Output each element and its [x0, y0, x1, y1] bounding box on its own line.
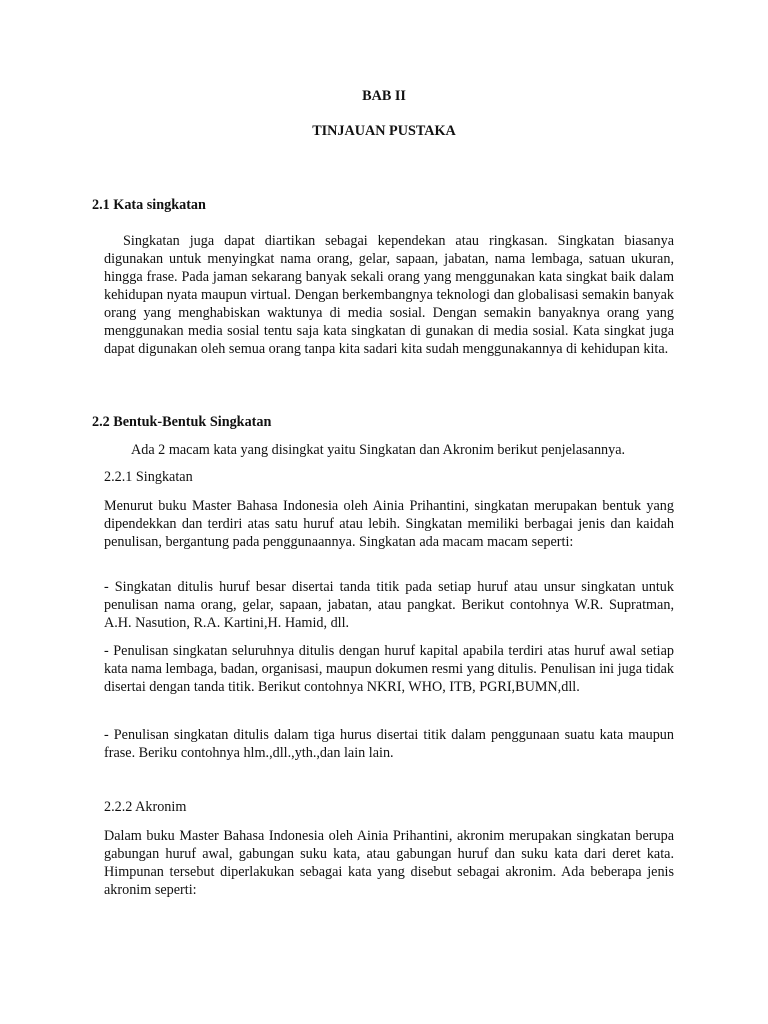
chapter-label: BAB II [362, 88, 406, 104]
chapter-title: TINJAUAN PUSTAKA [312, 123, 456, 139]
section-2-intro: Ada 2 macam kata yang disingkat yaitu Singkatan dan Akronim berikut penjelasannya. [131, 442, 626, 458]
subsection-singkatan-paragraph: Menurut buku Master Bahasa Indonesia oleh Ainia Prihantini, singkatan merupakan bentuk yang dipendekkan dan terdiri atas satu huruf atau lebih. Singkatan memiliki berbagai jenis dan kaidah penulisan, bergantung pada penggunaannya. Singkatan ada macam macam seperti: [104, 498, 674, 550]
section-1-heading: 2.1 Kata singkatan [92, 197, 206, 213]
singkatan-rule-item: - Singkatan ditulis huruf besar disertai tanda titik pada setiap huruf atau unsur singkatan untuk penulisan nama orang, gelar, sapaan, jabatan, atau pangkat. Berikut contohnya W.R. Supratman, A.H. Nasution, R.A. Kartini,H. Hamid, dll. [104, 579, 674, 631]
subsection-singkatan-heading: 2.2.1 Singkatan [104, 469, 193, 485]
subsection-akronim-heading: 2.2.2 Akronim [104, 799, 187, 815]
section-1-paragraph: Singkatan juga dapat diartikan sebagai kependekan atau ringkasan. Singkatan biasanya digunakan untuk menyingkat nama orang, gelar, sapaan, jabatan, nama lembaga, satuan ukuran, hingga frase. Pada jaman sekarang banyak sekali orang yang menggunakan kata singkat baik dalam kehidupan nyata maupun virtual. Dengan berkembangnya teknologi dan globalisasi semakin banyak orang yang menghabiskan waktunya di media sosial. Dengan semakin banyaknya orang yang menggunakan media sosial tentu saja kata singkatan di gunakan di media sosial. Kata singkat juga dapat digunakan oleh semua orang tanpa kita sadari kita sudah menggunakannya di kehidupan kita. [104, 233, 674, 357]
section-2-heading: 2.2 Bentuk-Bentuk Singkatan [92, 414, 272, 430]
singkatan-rule-item: - Penulisan singkatan ditulis dalam tiga hurus disertai titik dalam penggunaan suatu kata maupun frase. Beriku contohnya hlm.,dll.,yth.,dan lain lain. [104, 727, 674, 761]
subsection-akronim-paragraph: Dalam buku Master Bahasa Indonesia oleh Ainia Prihantini, akronim merupakan singkatan berupa gabungan huruf awal, gabungan suku kata, atau gabungan huruf dan suku kata dari deret kata. Himpunan tersebut diperlakukan sebagai kata yang disebut sebagai akronim. Ada beberapa jenis akronim seperti: [104, 828, 674, 898]
singkatan-rule-item: - Penulisan singkatan seluruhnya ditulis dengan huruf kapital apabila terdiri atas huruf awal setiap kata nama lembaga, badan, organisasi, maupun dokumen resmi yang ditulis. Penulisan ini juga tidak disertai dengan tanda titik. Berikut contohnya NKRI, WHO, ITB, PGRI,BUMN,dll. [104, 643, 674, 695]
